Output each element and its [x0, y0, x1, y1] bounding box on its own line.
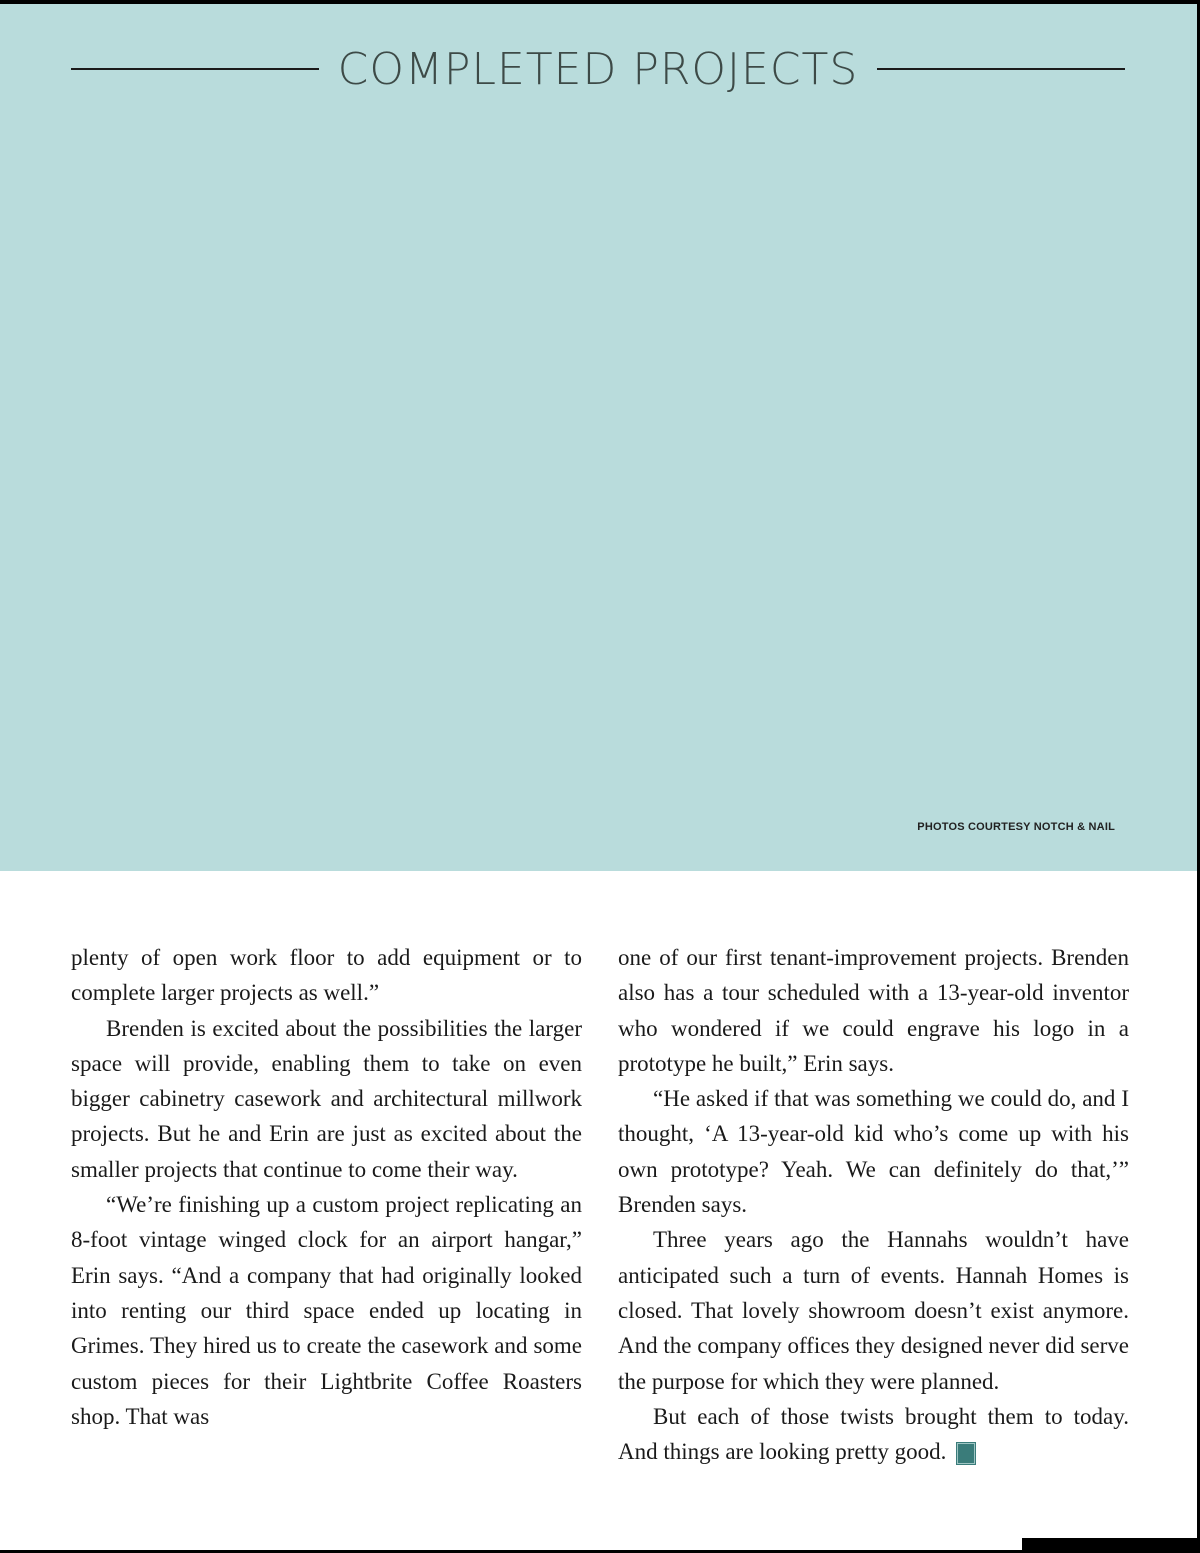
- paragraph: Three years ago the Hannahs wouldn’t have anticipated such a turn of events. Hannah Homes is closed. That lovely showroom doesn’t exist anymore. And the company offices they designed never did serve the purpose for which they were planned.: [618, 1227, 1129, 1394]
- paragraph: Brenden is excited about the possibilities the larger space will provide, enabling them to take on even bigger cabinetry casework and architectural millwork projects. But he and Erin are just as excited about the smaller projects that continue to come their way.: [71, 1015, 582, 1182]
- article-column-right: [618, 940, 1129, 1469]
- photo-panel: [0, 4, 1197, 871]
- header-rule-left: [71, 68, 319, 70]
- paragraph: plenty of open work floor to add equipment or to complete larger projects as well.”: [71, 945, 582, 1006]
- final-paragraph: [618, 1399, 1129, 1470]
- photo-credit: PHOTOS COURTESY NOTCH & NAIL: [917, 821, 1115, 833]
- section-title: COMPLETED PROJECTS: [337, 44, 859, 95]
- header-rule-right: [877, 68, 1125, 70]
- page-edge-bottom: [1022, 1538, 1200, 1553]
- end-mark-icon: B: [956, 1442, 976, 1465]
- final-paragraph-text: But each of those twists brought them to today. And things are looking pretty good.: [618, 1403, 1129, 1465]
- paragraph: “We’re finishing up a custom project replicating an 8-foot vintage winged clock for an airport hangar,” Erin says. “And a company that had originally looked into renting our third space ended up locating in Grimes. They hired us to create the casework and some custom pieces for their Lightbrite Coffee Roasters shop. That was: [71, 1192, 582, 1429]
- paragraph: one of our first tenant-improvement projects. Brenden also has a tour scheduled with a 13-year-old inventor who wondered if we could engrave his logo in a prototype he built,” Erin says.: [618, 945, 1129, 1076]
- article-column-left: [71, 940, 582, 1434]
- paragraph: “He asked if that was something we could do, and I thought, ‘A 13-year-old kid who’s come up with his own prototype? Yeah. We can definitely do that,’” Brenden says.: [618, 1086, 1129, 1218]
